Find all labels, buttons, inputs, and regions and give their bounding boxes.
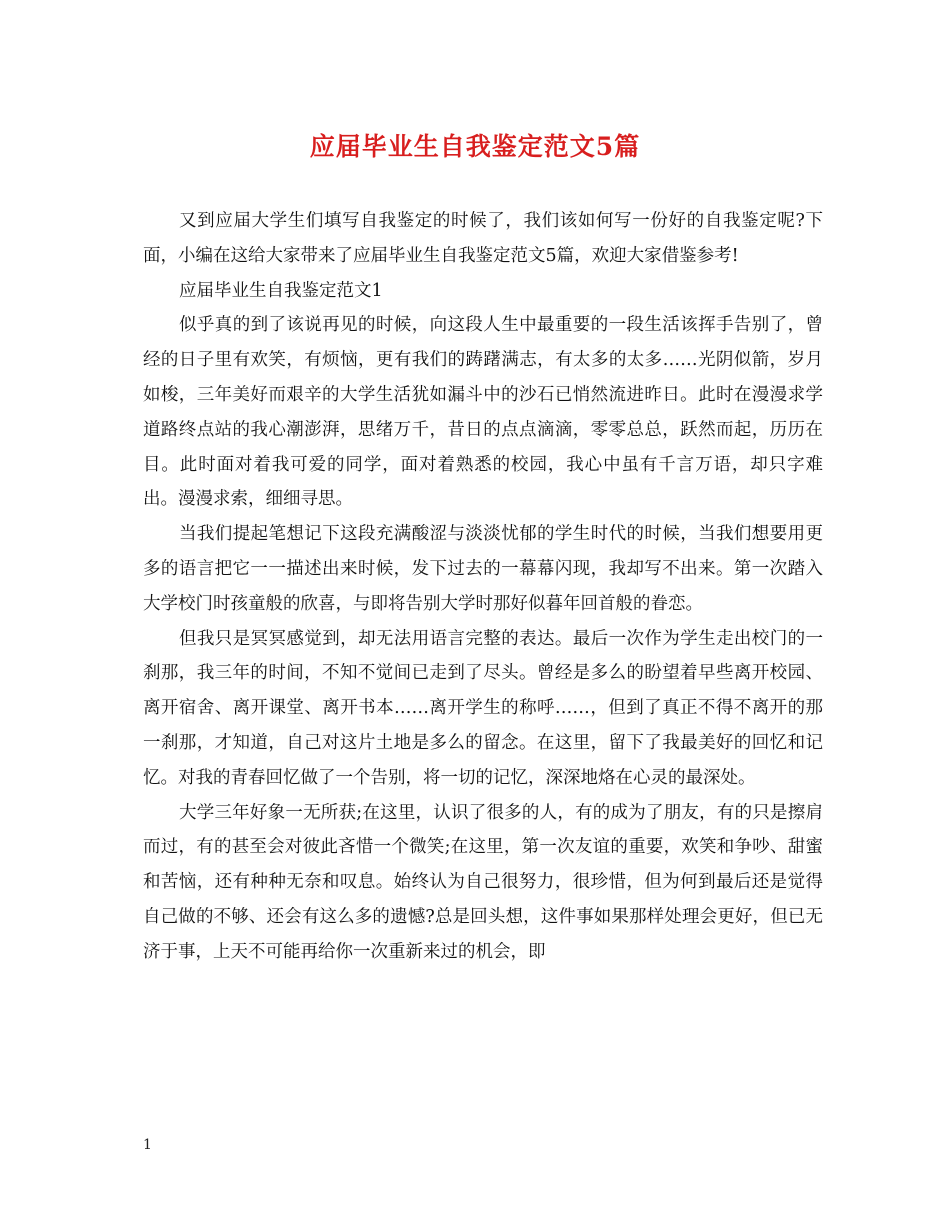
- intro-paragraph: 又到应届大学生们填写自我鉴定的时候了，我们该如何写一份好的自我鉴定呢?下面，小编在这给大家带来了应届毕业生自我鉴定范文5篇，欢迎大家借鉴参考!: [143, 211, 823, 266]
- page-number: 1: [143, 1137, 152, 1153]
- body-paragraph: 当我们提起笔想记下这段充满酸涩与淡淡忧郁的学生时代的时候，当我们想要用更多的语言把它一一描述出来时候，发下过去的一幕幕闪现，我却写不出来。第一次踏入大学校门时孩童般的欣喜，与即将告别大学时那好似暮年回首般的眷恋。: [143, 524, 823, 614]
- document-body: [143, 204, 823, 970]
- section-heading: 应届毕业生自我鉴定范文1: [179, 280, 383, 301]
- document-title: 应届毕业生自我鉴定范文5篇: [309, 132, 641, 161]
- body-paragraph: 大学三年好象一无所获;在这里，认识了很多的人，有的成为了朋友，有的只是擦肩而过，有的甚至会对彼此吝惜一个微笑;在这里，第一次友谊的重要，欢笑和争吵、甜蜜和苦恼，还有种种无奈和叹息。始终认为自己很努力，很珍惜，但为何到最后还是觉得自己做的不够、还会有这么多的遗憾?总是回头想，这件事如果那样处理会更好，但已无济于事，上天不可能再给你一次重新来过的机会，即: [143, 802, 823, 962]
- body-paragraph: 但我只是冥冥感觉到，却无法用语言完整的表达。最后一次作为学生走出校门的一刹那，我三年的时间，不知不觉间已走到了尽头。曾经是多么的盼望着早些离开校园、离开宿舍、离开课堂、离开书本……离开学生的称呼……，但到了真正不得不离开的那一刹那，才知道，自己对这片土地是多么的留念。在这里，留下了我最美好的回忆和记忆。对我的青春回忆做了一个告别，将一切的记忆，深深地烙在心灵的最深处。: [143, 628, 823, 788]
- body-paragraph: 似乎真的到了该说再见的时候，向这段人生中最重要的一段生活该挥手告别了，曾经的日子里有欢笑，有烦恼，更有我们的踌躇满志，有太多的太多……光阴似箭，岁月如梭，三年美好而艰辛的大学生活犹如漏斗中的沙石已悄然流进昨日。此时在漫漫求学道路终点站的我心潮澎湃，思绪万千，昔日的点点滴滴，零零总总，跃然而起，历历在目。此时面对着我可爱的同学，面对着熟悉的校园，我心中虽有千言万语，却只字难出。漫漫求索，细细寻思。: [143, 315, 823, 510]
